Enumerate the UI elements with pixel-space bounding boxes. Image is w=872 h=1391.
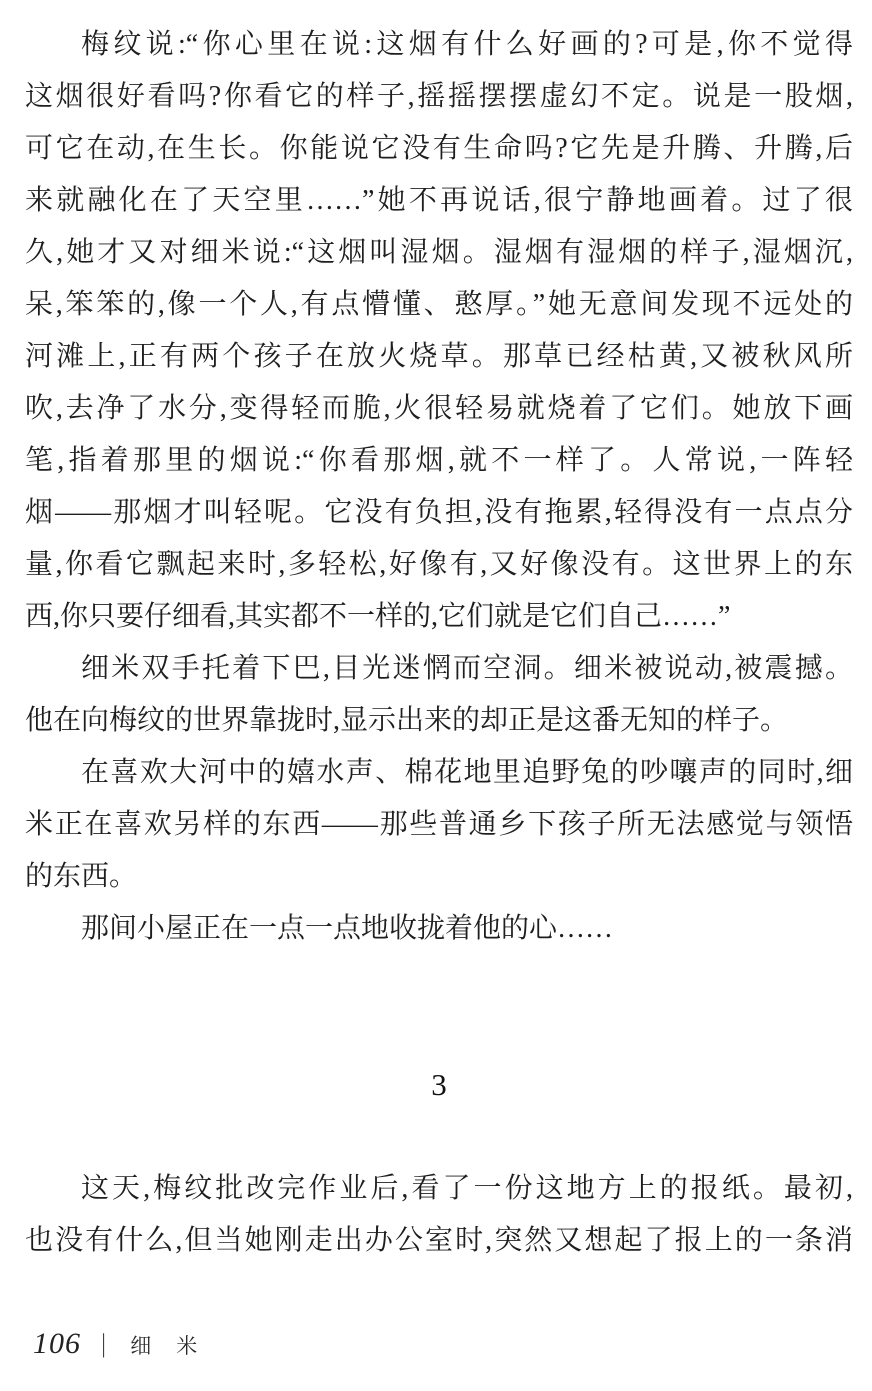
text-line: 量,你看它飘起来时,多轻松,好像有,又好像没有。这世界上的东 [25, 549, 853, 580]
text-line: 河滩上,正有两个孩子在放火烧草。那草已经枯黄,又被秋风所 [25, 341, 853, 372]
text-line: 呆,笨笨的,像一个人,有点懵懂、憨厚。”她无意间发现不远处的 [25, 289, 853, 320]
text-line: 久,她才又对细米说:“这烟叫湿烟。湿烟有湿烟的样子,湿烟沉, [25, 237, 853, 268]
text-line: 也没有什么,但当她刚走出办公室时,突然又想起了报上的一条消 [25, 1225, 853, 1256]
page-footer [33, 1322, 199, 1366]
text-line: 米正在喜欢另样的东西——那些普通乡下孩子所无法感觉与领悟 [25, 809, 853, 840]
text-line: 笔,指着那里的烟说:“你看那烟,就不一样了。人常说,一阵轻 [25, 445, 853, 476]
paragraph [25, 903, 853, 955]
text-line: 烟——那烟才叫轻呢。它没有负担,没有拖累,轻得没有一点点分 [25, 497, 853, 528]
footer-divider: | [101, 1329, 106, 1358]
body-text [25, 19, 853, 1267]
text-line: 西,你只要仔细看,其实都不一样的,它们就是它们自己……” [25, 601, 731, 632]
section-number: 3 [431, 1067, 447, 1102]
paragraph [25, 1163, 853, 1267]
text-line: 那间小屋正在一点一点地收拢着他的心…… [81, 913, 614, 944]
text-line: 他在向梅纹的世界靠拢时,显示出来的却正是这番无知的样子。 [25, 705, 789, 736]
paragraph [25, 643, 853, 747]
text-line: 这烟很好看吗?你看它的样子,摇摇摆摆虚幻不定。说是一股烟, [25, 81, 853, 112]
text-line: 的东西。 [25, 861, 138, 892]
text-line: 来就融化在了天空里……”她不再说话,很宁静地画着。过了很 [25, 185, 853, 216]
text-line: 细米双手托着下巴,目光迷惘而空洞。细米被说动,被震撼。 [81, 653, 853, 684]
paragraph [25, 747, 853, 903]
page-number: 106 [33, 1327, 81, 1360]
text-line: 在喜欢大河中的嬉水声、棉花地里追野兔的吵嚷声的同时,细 [81, 757, 853, 788]
book-title: 细 米 [130, 1334, 200, 1358]
text-line: 吹,去净了水分,变得轻而脆,火很轻易就烧着了它们。她放下画 [25, 393, 853, 424]
text-line: 可它在动,在生长。你能说它没有生命吗?它先是升腾、升腾,后 [25, 133, 853, 164]
text-line: 梅纹说:“你心里在说:这烟有什么好画的?可是,你不觉得 [81, 29, 853, 60]
paragraph [25, 19, 853, 643]
text-line: 这天,梅纹批改完作业后,看了一份这地方上的报纸。最初, [81, 1173, 853, 1204]
